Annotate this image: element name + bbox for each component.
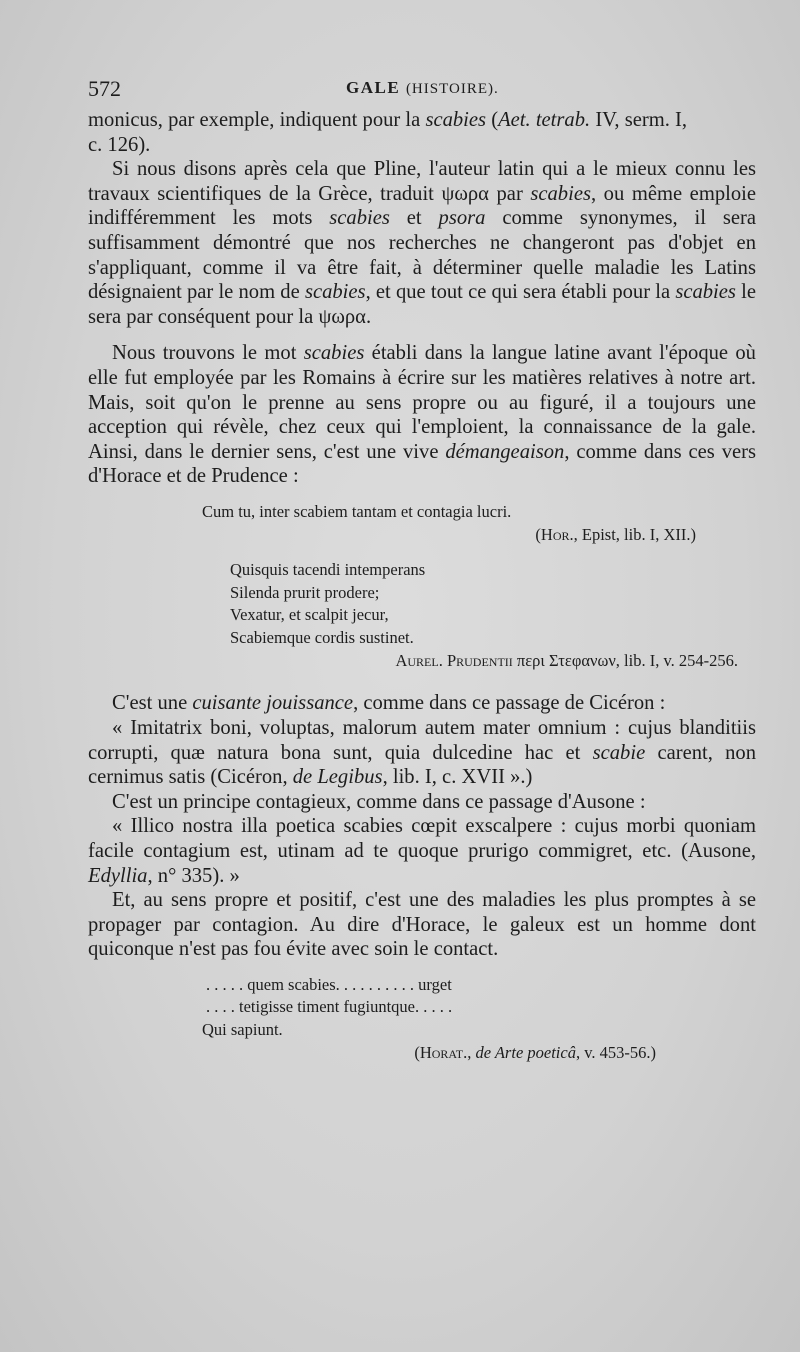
spacer	[88, 329, 756, 341]
p1-italic-scabies: scabies	[425, 109, 487, 131]
p2-h: scabies	[304, 281, 366, 304]
verse-line: Cum tu, inter scabiem tantam et contagia lucri.	[202, 501, 512, 521]
spacer	[88, 673, 756, 691]
running-title	[346, 78, 499, 98]
verse-line: Vexatur, et scalpit jecur,	[230, 605, 389, 625]
verse-line: Qui sapiunt.	[202, 1019, 283, 1039]
cite-c: , Epist, lib. I, XII.)	[573, 525, 696, 545]
verse-line: Scabiemque cordis sustinet.	[230, 627, 414, 647]
cite-a: Aurel. Prudentii	[395, 651, 513, 671]
p4-a: C'est une	[112, 692, 193, 715]
p2-f: psora	[438, 207, 486, 230]
running-title-sub: (HISTOIRE).	[405, 81, 499, 97]
p4-c: , comme dans ce passage de Cicéron :	[353, 692, 666, 715]
p2-i: , et que tout ce qui sera établi pour la	[365, 281, 676, 304]
p2-k: le sera par conséquent pour la ψωρα.	[88, 281, 756, 328]
p3-a: Nous trouvons le mot	[112, 342, 304, 365]
citation-horace-epist	[88, 523, 756, 547]
spacer	[88, 489, 756, 501]
p2-a: Si nous disons après cela que Pline, l'auteur latin qui a le mieux connu les travaux scientifiques de la Grèce, traduit ψωρα par	[88, 158, 756, 205]
verse-line: Silenda prurit prodere;	[230, 582, 380, 602]
paragraph-6: C'est un principe contagieux, comme dans ce passage d'Ausone :	[112, 790, 646, 813]
paragraph-3	[88, 341, 756, 489]
p5-d: de Legibus	[292, 766, 383, 789]
cite-e: , v. 453-56.)	[575, 1043, 656, 1063]
citation-prudentius	[88, 649, 756, 673]
p3-d: démangeaison	[445, 440, 565, 463]
p1-text-a: monicus, par exemple, indiquent pour la	[88, 109, 426, 131]
verse-line: Quisquis tacendi intemperans	[230, 560, 426, 580]
p4-b: cuisante jouissance	[192, 692, 354, 715]
p3-e: , comme dans ces vers d'Horace et de Prudence :	[88, 440, 757, 488]
quote-prudentius	[88, 559, 756, 649]
p3-b: scabies	[303, 342, 365, 365]
p2-c: , ou même emploie indifféremment les mots	[88, 182, 757, 230]
cite-b: Hor.	[540, 525, 574, 545]
cite-a: (	[535, 525, 541, 545]
citation-horace-ars	[88, 1041, 756, 1065]
p2-e: et	[389, 207, 439, 230]
p5-e: , lib. I, c. XVII ».)	[382, 766, 533, 789]
cite-d: de Arte poeticâ	[475, 1043, 576, 1063]
paragraph-8: Et, au sens propre et positif, c'est une des maladies les plus promptes à se propager par contagion. Au dire d'Horace, le galeux est un homme dont quiconque n'est pas fou évite avec soin le contact.	[88, 889, 756, 961]
p3-c: établi dans la langue latine avant l'époque où elle fut employée par les Romains à écrire sur les matières relatives à notre art. Mais, soit qu'on le prenne au sens propre ou au figuré, il a toujours une acception qui révèle, chez ceux qui l'emploient, la connaissance de la gale. Ainsi, dans le dernier sens, c'est une vive	[88, 342, 756, 463]
cite-a: (	[414, 1043, 420, 1063]
p2-g: comme synonymes, il sera suffisamment démontré que nos recherches ne changeront pas d'objet en s'appliquant, comme il va être fait, à déterminer quelle maladie les Latins désignaient par le nom de	[88, 207, 756, 304]
p5-a: « Imitatrix boni, voluptas, malorum autem mater omnium : cujus blanditiis corrupti, quæ natura bona sunt, quia dulcedine hac et	[88, 717, 756, 764]
cite-c: ,	[467, 1043, 476, 1063]
spacer	[88, 962, 756, 974]
paragraph-1	[88, 108, 756, 157]
p1-line-2: c. 126).	[88, 133, 151, 156]
verse-line: . . . . . quem scabies. . . . . . . . . . urget	[206, 974, 452, 994]
p5-b: scabie	[592, 741, 646, 764]
paragraph-5	[88, 716, 756, 790]
spacer	[88, 547, 756, 559]
p1-text-c: (	[486, 109, 499, 131]
p2-j: scabies	[675, 281, 736, 304]
cite-b: περι Στεφανων, lib. I, v. 254-256.	[512, 651, 738, 671]
p5-c: carent, non cernimus satis (Cicéron,	[88, 741, 757, 789]
page-header	[88, 76, 728, 104]
p7-a: « Illico nostra illa poetica scabies cœpit exscalpere : cujus morbi quoniam facile contagium est, utinam ad te quoque prurigo commigret, etc. (Ausone,	[88, 815, 756, 862]
quote-horace-ars	[88, 974, 756, 1042]
paragraph-4	[88, 691, 756, 716]
p2-b: scabies	[530, 182, 591, 205]
running-title-main: GALE	[346, 78, 401, 97]
p7-b: Edyllia	[88, 864, 148, 887]
page-number: 572	[88, 76, 121, 101]
quote-horace-epist	[88, 501, 756, 524]
verse-line: . . . . tetigisse timent fugiuntque. . . . .	[206, 997, 453, 1017]
paragraph-2	[88, 157, 756, 329]
page-body	[88, 108, 756, 1065]
p2-d: scabies	[329, 207, 390, 230]
p1-italic-aet: Aet. tetrab.	[498, 109, 591, 131]
paragraph-7	[88, 814, 756, 888]
cite-b: Horat.	[419, 1043, 468, 1063]
p7-c: , n° 335). »	[147, 864, 240, 887]
p1-text-e: IV, serm. I,	[590, 109, 688, 131]
